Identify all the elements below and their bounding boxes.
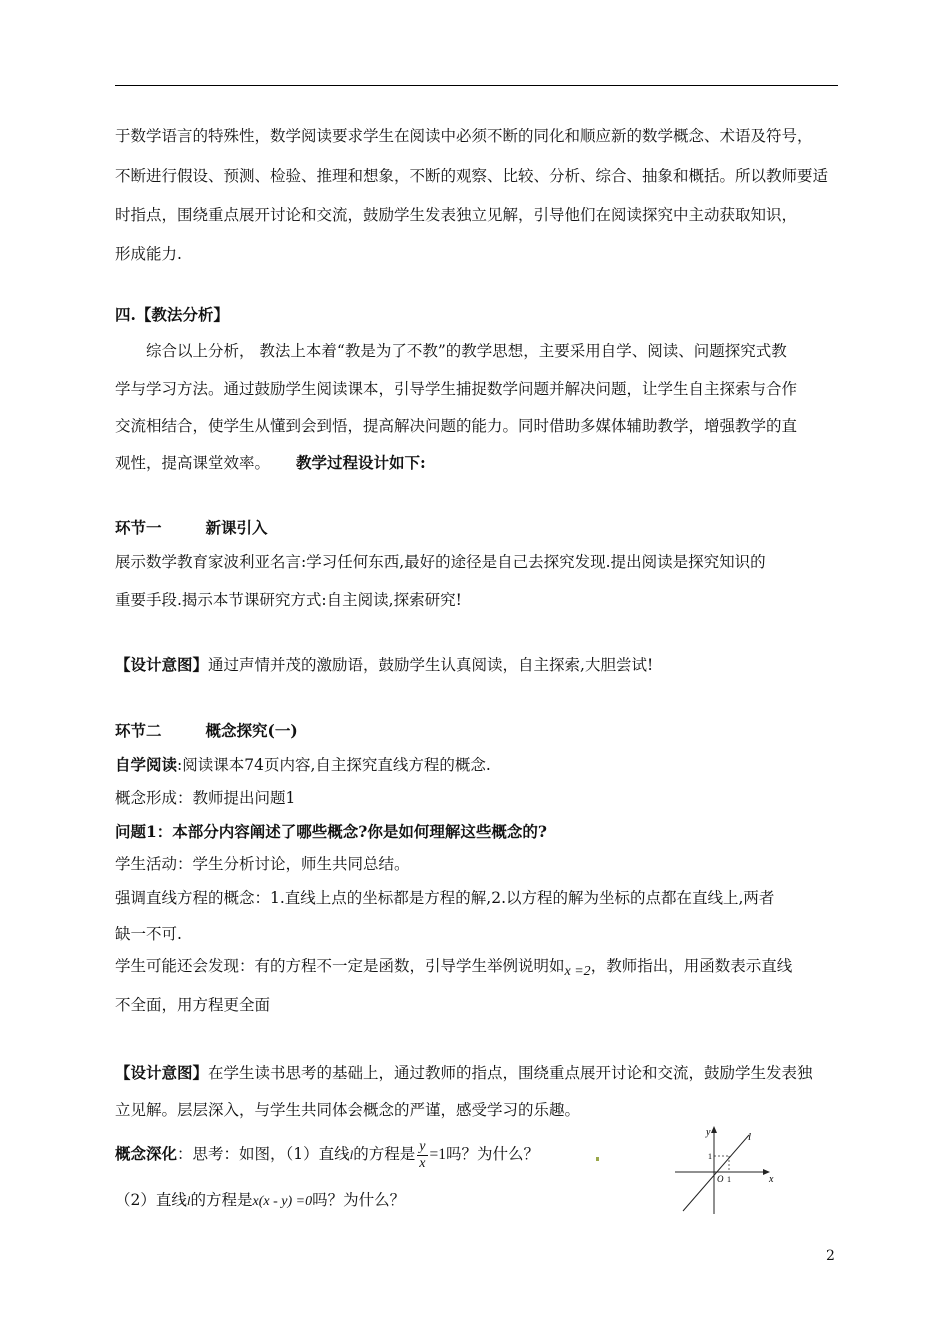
line-graph-figure	[670, 1122, 780, 1217]
design-text: 通过声情并茂的激励语，鼓励学生认真阅读，自主探索,大胆尝试!	[208, 656, 654, 674]
text-line: 形成能力.	[115, 245, 182, 263]
page-number: 2	[826, 1248, 835, 1264]
self-reading	[115, 755, 491, 775]
text-line: 立见解。层层深入，与学生共同体会概念的严谨，感受学习的乐趣。	[115, 1101, 581, 1119]
design-label: 【设计意图】	[115, 655, 209, 674]
text-line: 重要手段.揭示本节课研究方式:自主阅读,探索研究!	[115, 591, 462, 609]
origin-label: O	[717, 1174, 724, 1184]
text-line: 不全面，用方程更全面	[115, 996, 271, 1014]
text-span: 吗？为什么？	[446, 1145, 540, 1163]
process-heading: 教学过程设计如下:	[296, 453, 426, 472]
fraction-y-over-x	[417, 1139, 427, 1172]
text-line: 学与学习方法。通过鼓励学生阅读课本，引导学生捕捉数学问题并解决问题，让学生自主探索与合作	[115, 380, 798, 398]
text-span: 的方程是	[353, 1145, 416, 1163]
fraction-denominator: x	[419, 1155, 426, 1171]
design-intent	[115, 655, 653, 675]
design-intent	[115, 1063, 813, 1083]
text-line: 展示数学教育家波利亚名言:学习任何东西,最好的途径是自己去探究发现.提出阅读是探究知识的	[115, 553, 766, 571]
deepen-label: 概念深化	[115, 1144, 178, 1163]
text-line	[115, 956, 792, 978]
x-axis-label: x	[769, 1174, 774, 1185]
step-label: 环节一	[115, 518, 162, 537]
text-span: 吗？为什么？	[312, 1191, 406, 1209]
x-tick-label: 1	[727, 1175, 731, 1184]
text-span: ：思考：如图，（1）直线	[177, 1145, 350, 1163]
section-heading: 四.【教法分析】	[115, 305, 229, 324]
step-heading	[115, 518, 268, 538]
step-heading	[115, 721, 298, 741]
step-title: 新课引入	[205, 518, 268, 537]
deepen-question-2	[115, 1190, 405, 1212]
math-expression: x(x - y) =0	[252, 1194, 313, 1209]
text-line: 不断进行假设、预测、检验、推理和想象，不断的观察、比较、分析、综合、抽象和概括。所以教师要适	[115, 167, 829, 185]
text-span: （2）直线	[115, 1191, 187, 1209]
self-reading-label: 自学阅读	[115, 755, 178, 774]
self-reading-text: :阅读课本74页内容,自主探究直线方程的概念.	[177, 756, 491, 774]
text-line: 交流相结合，使学生从懂到会到悟，提高解决问题的能力。同时借助多媒体辅助教学，增强教学的直	[115, 417, 798, 435]
line-l	[683, 1135, 749, 1211]
header-rule	[115, 85, 838, 86]
line-label: l	[748, 1131, 752, 1143]
y-axis-label: y	[706, 1127, 711, 1138]
text-line: 于数学语言的特殊性，数学阅读要求学生在阅读中必须不断的同化和顺应新的数学概念、术语及符号，	[115, 127, 813, 145]
text-line: 学生活动：学生分析讨论，师生共同总结。	[115, 855, 410, 873]
math-l: l	[186, 1193, 191, 1208]
math-equals-one: =1	[429, 1146, 446, 1163]
text-line: 时指点，围绕重点展开讨论和交流，鼓励学生发表独立见解，引导他们在阅读探究中主动获取知识，	[115, 206, 798, 224]
step-label: 环节二	[115, 721, 162, 740]
math-l: l	[349, 1147, 354, 1162]
text-line: 强调直线方程的概念：1.直线上点的坐标都是方程的解,2.以方程的解为坐标的点都在直线上,两者	[115, 889, 775, 907]
y-axis-arrow	[711, 1126, 717, 1133]
text-line: 概念形成：教师提出问题1	[115, 789, 296, 807]
fraction-numerator: y	[419, 1138, 426, 1154]
text-line: 缺一不可.	[115, 925, 182, 943]
math-expression: x =2	[564, 964, 591, 979]
stray-dot	[596, 1157, 599, 1161]
question-1: 问题1：本部分内容阐述了哪些概念?你是如何理解这些概念的?	[115, 822, 547, 841]
text-span: ，教师指出，用函数表示直线	[590, 957, 793, 975]
text-span: 的方程是	[190, 1191, 253, 1209]
step-title: 概念探究(一)	[205, 721, 298, 740]
deepen-question-1	[115, 1136, 539, 1173]
design-label: 【设计意图】	[115, 1063, 209, 1082]
text-span: 观性，提高课堂效率。	[115, 454, 271, 472]
text-line: 综合以上分析， 教法上本着“教是为了不教”的教学思想，主要采用自学、阅读、问题探究式教	[146, 342, 787, 360]
y-tick-label: 1	[708, 1152, 712, 1161]
text-line	[115, 453, 426, 473]
text-span: 学生可能还会发现：有的方程不一定是函数，引导学生举例说明如	[115, 957, 565, 975]
design-text: 在学生读书思考的基础上，通过教师的指点，围绕重点展开讨论和交流，鼓励学生发表独	[208, 1064, 813, 1082]
